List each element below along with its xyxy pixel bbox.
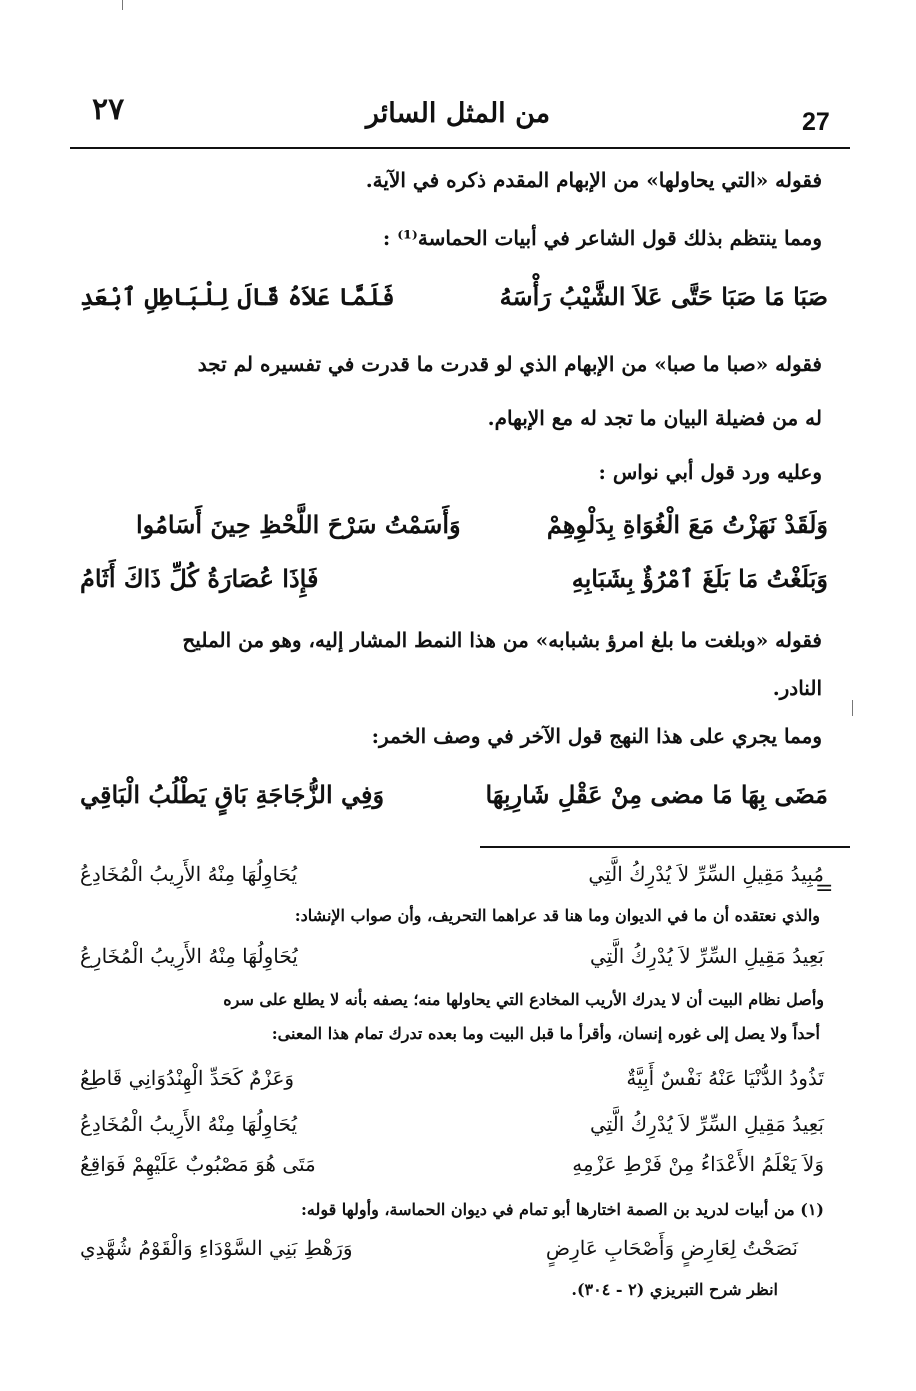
running-title: من المثل السائر [365,98,551,129]
header-rule [70,147,850,149]
paragraph-5-line-2: النادر. [772,676,822,700]
verse-3-second-hemistich: فَإِذَا عُصَارَةُ كُلِّ ذَاكَ أَثَامُ [80,564,319,593]
footnote-text-2-line-2: أحداً ولا يصل إلى غوره إنسان، وأقرأ ما قبل البيت وما بعده تدرك تمام هذا المعنى: [271,1024,820,1043]
verse-2-first-hemistich: وَلَقَدْ نَهَزْتُ مَعَ الْغُوَاةِ بِدَلْوِهِمْ [546,510,828,539]
footnote-verse-4-first: بَعِيدُ مَقِيلِ السِّرِّ لاَ يُدْرِكُ الَّتِي [589,1112,824,1136]
paragraph-2: ومما ينتظم بذلك قول الشاعر في أبيات الحماسة⁽¹⁾ : [382,226,822,250]
verse-1-second-hemistich: فَلَمَّا عَلاَهُ قَالَ لِلْبَاطِلِ ٱبْعَدِ [80,282,395,311]
paragraph-4: وعليه ورد قول أبي نواس : [598,460,822,484]
footnote-verse-2-first: بَعِيدُ مَقِيلِ السِّرِّ لاَ يُدْرِكُ الَّتِي [589,944,824,968]
scan-tick-top [122,0,123,10]
verse-4-first-hemistich: مَضَى بِهَا مَا مضى مِنْ عَقْلِ شَارِبِهَا [485,780,828,809]
footnote-1: (١) من أبيات لدريد بن الصمة اختارها أبو تمام في ديوان الحماسة، وأولها قوله: [300,1200,824,1219]
page-number-arabic: ٢٧ [92,92,125,127]
continuation-mark: = [815,876,834,901]
footnote-verse-3-second: وَعَزْمٌ كَحَدِّ الْهِنْدُوَانِي قَاطِعُ [80,1066,295,1090]
footnote-verse-4-second: يُحَاوِلُهَا مِنْهُ الأَرِيبُ الْمُخَادِعُ [80,1112,298,1136]
footnote-verse-1-second: يُحَاوِلُهَا مِنْهُ الأَرِيبُ الْمُخَادِعُ [80,862,298,886]
footnote-1-verse-first: نَصَحْتُ لِعَارِضٍ وَأَصْحَابِ عَارِضٍ [545,1236,798,1260]
footnote-verse-3-first: تَذُودُ الدُّنْيَا عَنْهُ نَفْسٌ أَبِيَّةٌ [626,1066,824,1090]
footnote-verse-5-second: مَتَى هُوَ مَصْبُوبٌ عَلَيْهِمْ فَوَاقِعُ [80,1152,316,1176]
footnote-text-1: والذي نعتقده أن ما في الديوان وما هنا قد عراهما التحريف، وأن صواب الإنشاد: [294,906,820,925]
footnote-1-verse-second: وَرَهْطِ بَنِي السَّوْدَاءِ وَالْقَوْمُ شُهَّدِي [80,1236,353,1260]
verse-4-second-hemistich: وَفِي الزُّجَاجَةِ بَاقٍ يَطْلُبُ الْبَاقِي [80,780,385,809]
footnote-verse-5-first: وَلاَ يَعْلَمُ الأَعْدَاءُ مِنْ فَرْطِ عَزْمِهِ [572,1152,824,1176]
paragraph-1: فقوله «التي يحاولها» من الإبهام المقدم ذكره في الآية. [365,168,822,192]
paragraph-6: ومما يجري على هذا النهج قول الآخر في وصف الخمر: [371,724,822,748]
verse-2-second-hemistich: وَأَسَمْتُ سَرْحَ اللَّحْظِ حِينَ أَسَامُوا [136,510,461,539]
footnote-1-reference: انظر شرح التبريزي (٢ - ٣٠٤). [571,1280,778,1299]
paragraph-3-line-1: فقوله «صبا ما صبا» من الإبهام الذي لو قدرت ما قدرت في تفسيره لم تجد [197,352,822,376]
scan-tick-right [852,700,853,716]
footnote-verse-1-first: مُبِيدُ مَقِيلِ السِّرِّ لاَ يُدْرِكُ الَّتِي [588,862,824,886]
paragraph-5-line-1: فقوله «وبلغت ما بلغ امرؤ بشبابه» من هذا النمط المشار إليه، وهو من المليح [182,628,822,652]
page-number-latin: 27 [802,108,830,136]
footnote-separator [480,846,850,848]
paragraph-3-line-2: له من فضيلة البيان ما تجد له مع الإبهام. [487,406,822,430]
verse-1-first-hemistich: صَبَا مَا صَبَا حَتَّى عَلاَ الشَّيْبُ رَأْسَهُ [499,282,828,311]
footnote-verse-2-second: يُحَاوِلُهَا مِنْهُ الأَرِيبُ الْمُخَارِعُ [80,944,298,968]
verse-3-first-hemistich: وَبَلَغْتُ مَا بَلَغَ ٱمْرُؤٌ بِشَبَابِهِ [571,564,828,593]
footnote-text-2-line-1: وأصل نظام البيت أن لا يدرك الأريب المخادع التي يحاولها منه؛ يصفه بأنه لا يطلع على سره [223,990,824,1009]
